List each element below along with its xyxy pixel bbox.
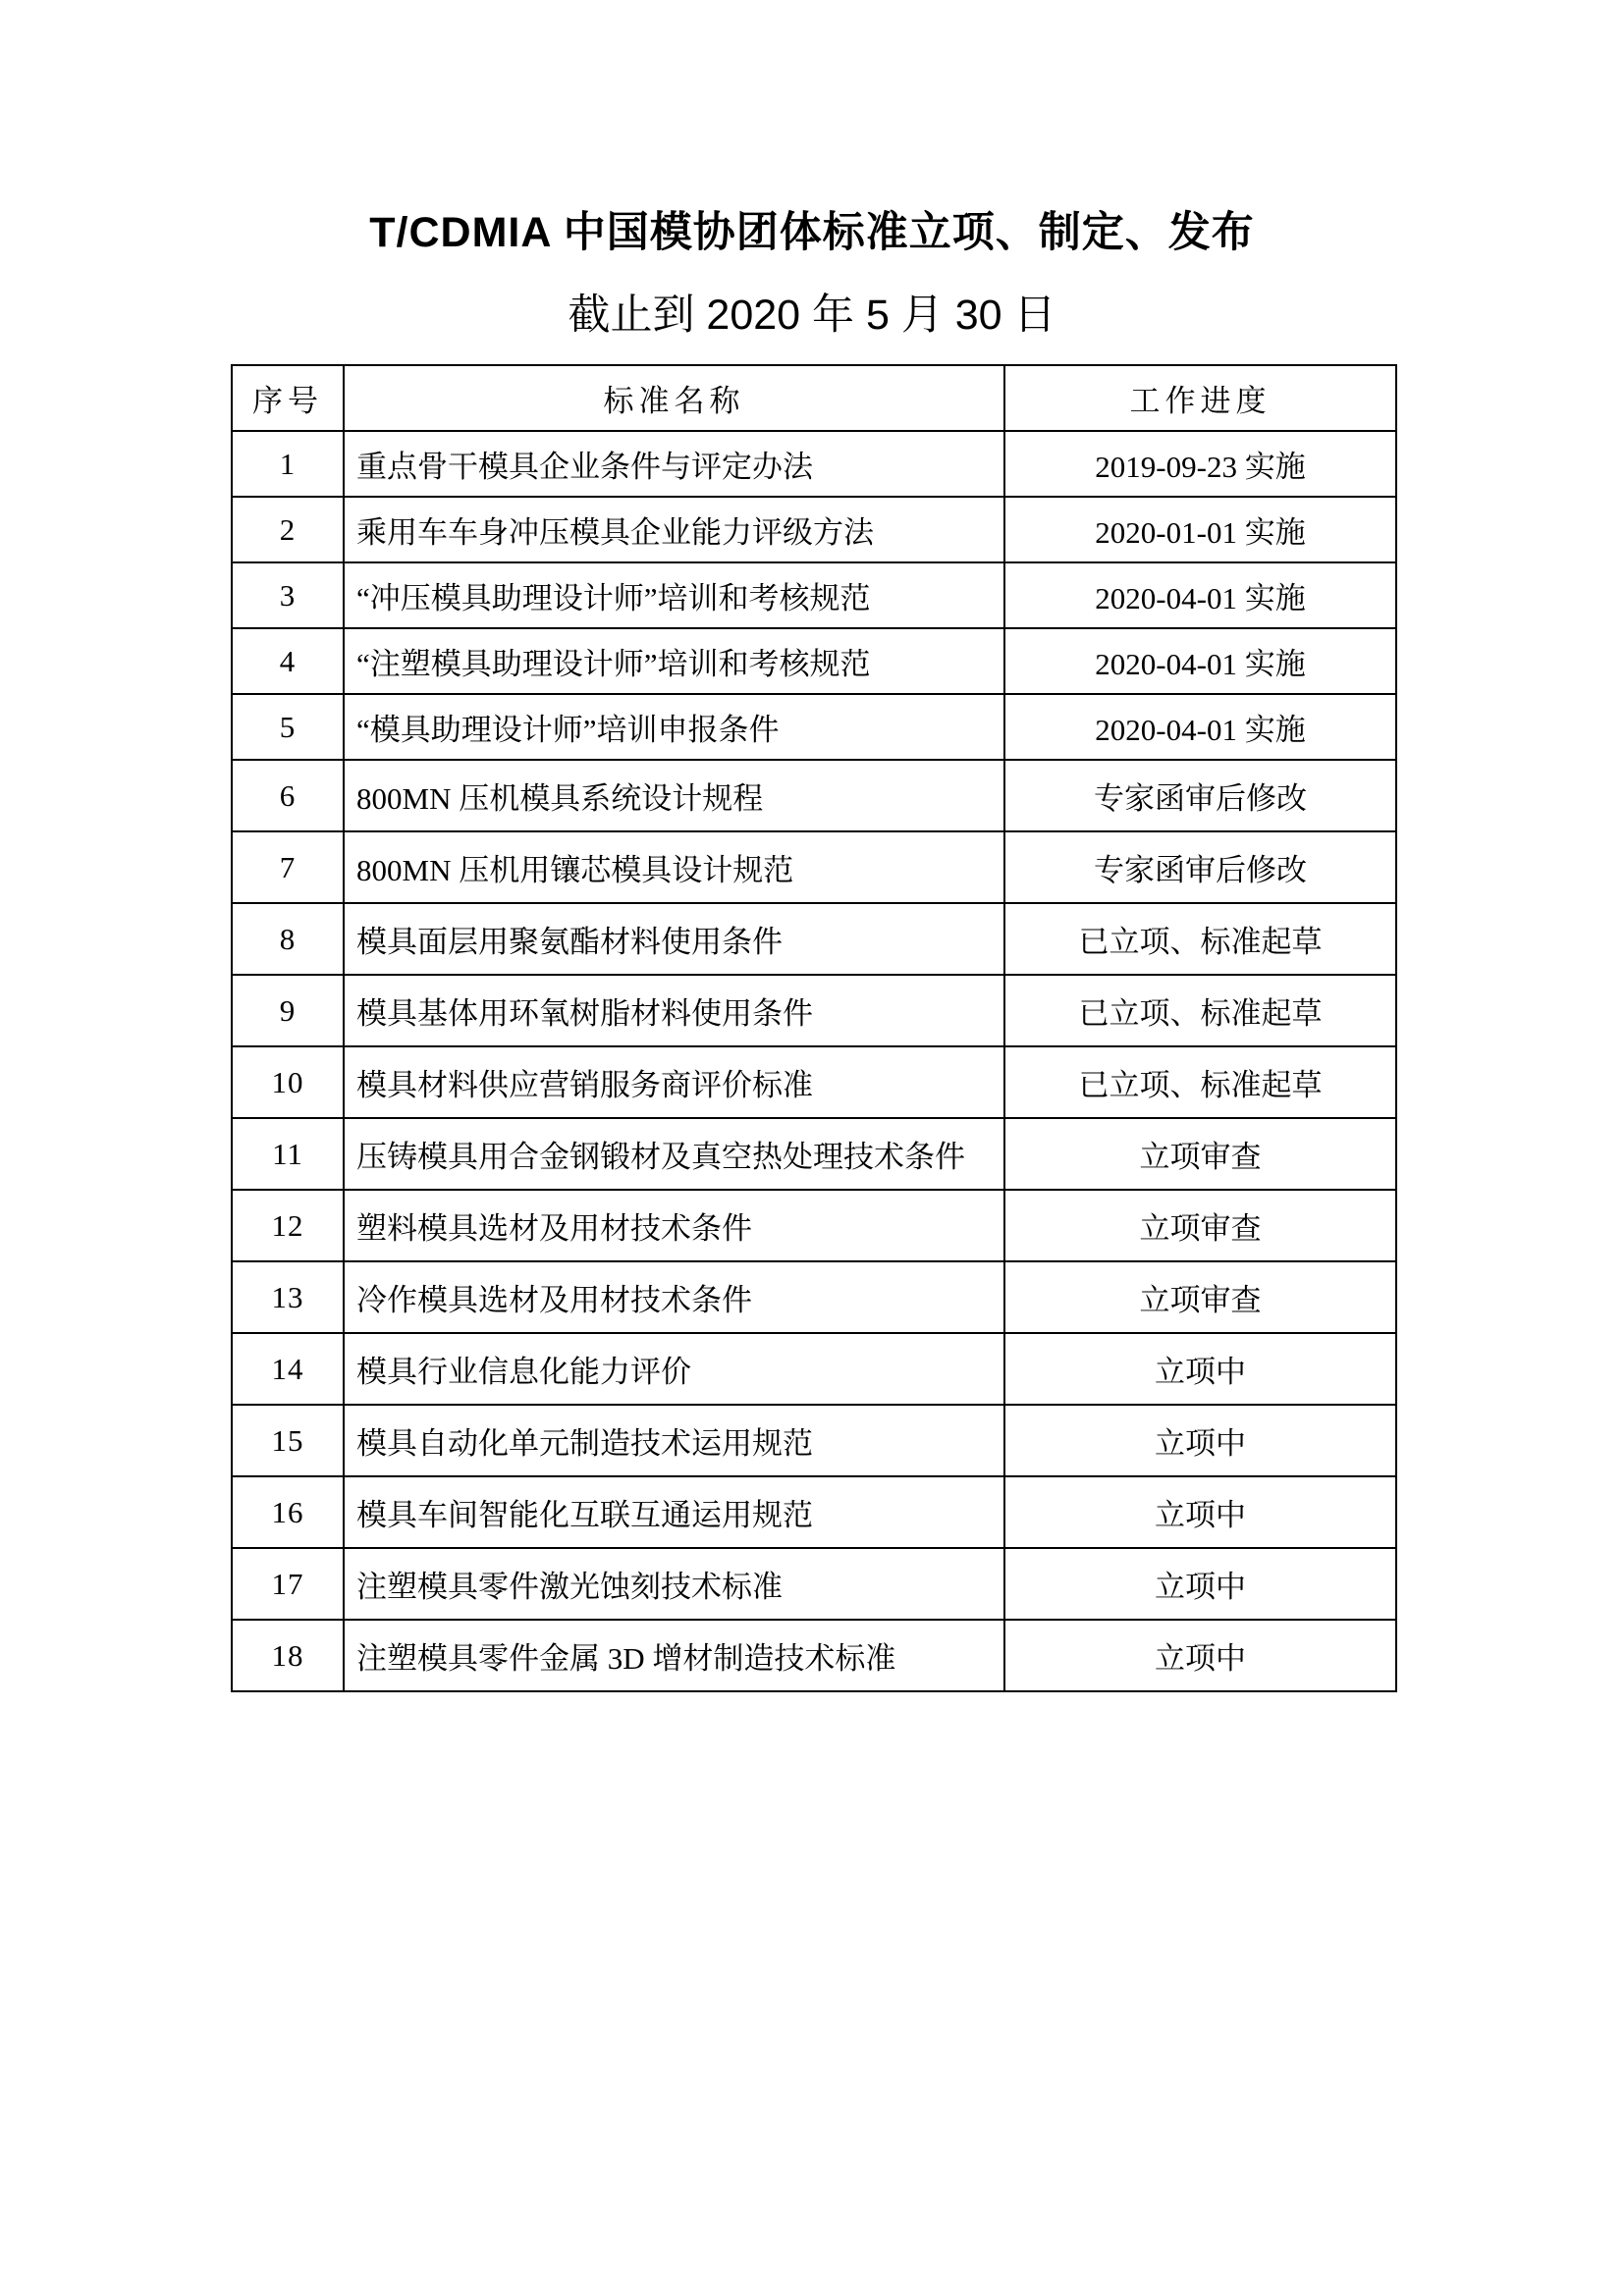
standard-name-cell: “注塑模具助理设计师”培训和考核规范: [344, 628, 1004, 694]
table-row: [232, 694, 1396, 760]
table-row: [232, 760, 1396, 831]
page-subtitle: 截止到 2020 年 5 月 30 日: [568, 292, 1056, 339]
table-row: [232, 628, 1396, 694]
table-row: [232, 1405, 1396, 1476]
standard-name-cell: 800MN 压机用镶芯模具设计规范: [344, 831, 1004, 903]
row-number-cell: 1: [232, 431, 344, 497]
row-number-cell: 10: [232, 1046, 344, 1118]
table-row: [232, 1261, 1396, 1333]
header-work-progress: 工作进度: [1004, 365, 1396, 431]
standard-name-cell: 冷作模具选材及用材技术条件: [344, 1261, 1004, 1333]
table-row: [232, 975, 1396, 1046]
standard-name-cell: 注塑模具零件金属 3D 增材制造技术标准: [344, 1620, 1004, 1691]
work-progress-cell: 2020-04-01 实施: [1004, 694, 1396, 760]
standard-name-cell: 模具材料供应营销服务商评价标准: [344, 1046, 1004, 1118]
table-row: [232, 497, 1396, 562]
table-row: [232, 562, 1396, 628]
header-serial-number: 序号: [232, 365, 344, 431]
work-progress-cell: 已立项、标准起草: [1004, 1046, 1396, 1118]
work-progress-cell: 立项审查: [1004, 1118, 1396, 1190]
table-row: [232, 1046, 1396, 1118]
work-progress-cell: 立项审查: [1004, 1190, 1396, 1261]
standard-name-cell: 塑料模具选材及用材技术条件: [344, 1190, 1004, 1261]
standard-name-cell: 注塑模具零件激光蚀刻技术标准: [344, 1548, 1004, 1620]
row-number-cell: 17: [232, 1548, 344, 1620]
standard-name-cell: 模具自动化单元制造技术运用规范: [344, 1405, 1004, 1476]
work-progress-cell: 2020-01-01 实施: [1004, 497, 1396, 562]
table-row: [232, 1476, 1396, 1548]
work-progress-cell: 立项中: [1004, 1620, 1396, 1691]
standard-name-cell: 模具面层用聚氨酯材料使用条件: [344, 903, 1004, 975]
standards-table: [231, 364, 1397, 1692]
table-row: [232, 1548, 1396, 1620]
table-row: [232, 1118, 1396, 1190]
row-number-cell: 3: [232, 562, 344, 628]
row-number-cell: 16: [232, 1476, 344, 1548]
standard-name-cell: 重点骨干模具企业条件与评定办法: [344, 431, 1004, 497]
table-row: [232, 431, 1396, 497]
table-row: [232, 1190, 1396, 1261]
standard-name-cell: “模具助理设计师”培训申报条件: [344, 694, 1004, 760]
work-progress-cell: 立项中: [1004, 1476, 1396, 1548]
standard-name-cell: 模具基体用环氧树脂材料使用条件: [344, 975, 1004, 1046]
work-progress-cell: 立项审查: [1004, 1261, 1396, 1333]
work-progress-cell: 专家函审后修改: [1004, 760, 1396, 831]
table-row: [232, 1620, 1396, 1691]
standard-name-cell: 模具车间智能化互联互通运用规范: [344, 1476, 1004, 1548]
standard-name-cell: 模具行业信息化能力评价: [344, 1333, 1004, 1405]
work-progress-cell: 立项中: [1004, 1548, 1396, 1620]
header-standard-name: 标准名称: [344, 365, 1004, 431]
standard-name-cell: 乘用车车身冲压模具企业能力评级方法: [344, 497, 1004, 562]
row-number-cell: 13: [232, 1261, 344, 1333]
row-number-cell: 7: [232, 831, 344, 903]
work-progress-cell: 立项中: [1004, 1333, 1396, 1405]
work-progress-cell: 已立项、标准起草: [1004, 975, 1396, 1046]
table-row: [232, 903, 1396, 975]
standard-name-cell: 压铸模具用合金钢锻材及真空热处理技术条件: [344, 1118, 1004, 1190]
work-progress-cell: 2019-09-23 实施: [1004, 431, 1396, 497]
row-number-cell: 14: [232, 1333, 344, 1405]
table-row: [232, 1333, 1396, 1405]
row-number-cell: 9: [232, 975, 344, 1046]
row-number-cell: 15: [232, 1405, 344, 1476]
standard-name-cell: “冲压模具助理设计师”培训和考核规范: [344, 562, 1004, 628]
work-progress-cell: 2020-04-01 实施: [1004, 562, 1396, 628]
table-row: [232, 831, 1396, 903]
row-number-cell: 8: [232, 903, 344, 975]
page-title: T/CDMIA 中国模协团体标准立项、制定、发布: [369, 209, 1255, 256]
work-progress-cell: 已立项、标准起草: [1004, 903, 1396, 975]
row-number-cell: 11: [232, 1118, 344, 1190]
table-header-row: [232, 365, 1396, 431]
row-number-cell: 12: [232, 1190, 344, 1261]
row-number-cell: 2: [232, 497, 344, 562]
work-progress-cell: 立项中: [1004, 1405, 1396, 1476]
standard-name-cell: 800MN 压机模具系统设计规程: [344, 760, 1004, 831]
row-number-cell: 4: [232, 628, 344, 694]
row-number-cell: 18: [232, 1620, 344, 1691]
work-progress-cell: 专家函审后修改: [1004, 831, 1396, 903]
work-progress-cell: 2020-04-01 实施: [1004, 628, 1396, 694]
row-number-cell: 6: [232, 760, 344, 831]
row-number-cell: 5: [232, 694, 344, 760]
